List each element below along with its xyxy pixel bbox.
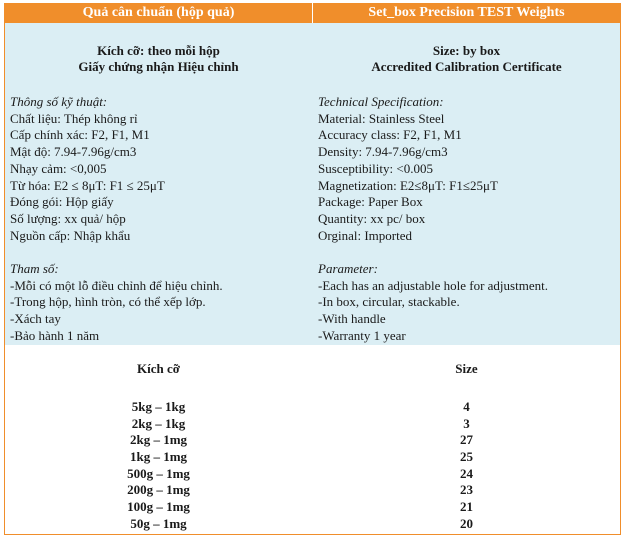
table-row xyxy=(5,399,620,416)
specification-panel xyxy=(5,23,620,345)
spec-line: Package: Paper Box xyxy=(318,194,423,210)
spec-heading: Technical Specification: xyxy=(318,94,444,109)
piece-count: 21 xyxy=(460,499,473,515)
spec-line: Orginal: Imported xyxy=(318,227,412,243)
piece-count: 4 xyxy=(463,399,470,414)
subtitle-line: Size: by box xyxy=(432,43,501,58)
weight-range: 500g – 1mg xyxy=(127,465,190,481)
weight-range: 1kg – 1mg xyxy=(129,449,188,465)
title-vietnamese: Quả cân chuẩn (hộp quả) xyxy=(82,5,235,20)
spec-line: Chất liệu: Thép không rỉ xyxy=(10,110,138,126)
param-line: -Mỗi có một lỗ điều chỉnh để hiệu chỉnh. xyxy=(10,277,223,293)
spec-line: Số lượng: xx quả/ hộp xyxy=(10,210,126,226)
title-english: Set_box Precision TEST Weights xyxy=(368,5,565,20)
spec-line: Susceptibility: <0.005 xyxy=(318,160,433,176)
subtitle-line: Kích cỡ: theo mỗi hộp xyxy=(97,43,220,58)
piece-count: 25 xyxy=(460,449,473,465)
piece-count: 24 xyxy=(460,465,473,481)
param-line: -In box, circular, stackable. xyxy=(318,294,460,310)
product-sheet xyxy=(4,3,621,535)
weight-range: 2kg – 1kg xyxy=(131,415,186,431)
param-line: -With handle xyxy=(318,311,386,327)
param-heading: Parameter: xyxy=(318,261,378,277)
table-row xyxy=(5,516,620,533)
spec-heading: Thông số kỹ thuật: xyxy=(10,94,108,109)
param-line: -Warranty 1 year xyxy=(318,327,406,343)
table-row xyxy=(5,466,620,483)
spacer xyxy=(10,244,223,261)
subtitle-line: Giấy chứng nhận Hiệu chỉnh xyxy=(78,59,239,74)
table-row xyxy=(5,482,620,499)
subtitle-vietnamese xyxy=(5,43,312,75)
spec-line: Cấp chính xác: F2, F1, M1 xyxy=(10,127,150,143)
header-bar xyxy=(5,3,620,23)
spec-column-english xyxy=(318,94,548,345)
param-line: -Each has an adjustable hole for adjustment. xyxy=(318,277,548,293)
size-table xyxy=(5,345,620,533)
weight-range: 5kg – 1kg xyxy=(131,399,186,414)
size-column-header-english: Size xyxy=(455,361,478,376)
spacer xyxy=(318,244,548,261)
table-row xyxy=(5,432,620,449)
weight-range: 200g – 1mg xyxy=(127,482,190,498)
piece-count: 20 xyxy=(460,515,473,531)
piece-count: 27 xyxy=(460,432,473,448)
subtitle-line: Accredited Calibration Certificate xyxy=(371,59,562,74)
weight-range: 2kg – 1mg xyxy=(129,432,188,448)
spec-line: Đóng gói: Hộp giấy xyxy=(10,194,114,210)
spec-line: Density: 7.94-7.96g/cm3 xyxy=(318,144,448,160)
spec-line: Material: Stainless Steel xyxy=(318,110,445,126)
size-column-header-vietnamese: Kích cỡ xyxy=(137,361,180,376)
spec-line: Từ hóa: E2 ≤ 8μT: F1 ≤ 25μT xyxy=(10,177,165,193)
table-row xyxy=(5,416,620,433)
table-row xyxy=(5,499,620,516)
piece-count: 3 xyxy=(463,415,470,431)
spec-line: Quantity: xx pc/ box xyxy=(318,210,426,226)
spec-column-vietnamese xyxy=(10,94,223,345)
spec-line: Nhạy cảm: <0,005 xyxy=(10,160,107,176)
spec-line: Magnetization: E2≤8μT: F1≤25μT xyxy=(318,177,498,193)
weight-range: 50g – 1mg xyxy=(130,515,187,531)
weight-range: 100g – 1mg xyxy=(127,499,190,515)
piece-count: 23 xyxy=(460,482,473,498)
size-rows xyxy=(5,399,620,533)
param-line: -Bảo hành 1 năm xyxy=(10,327,100,343)
param-line: -Trong hộp, hình tròn, có thể xếp lớp. xyxy=(10,294,206,310)
param-heading: Tham số: xyxy=(10,261,59,277)
spec-line: Nguồn cấp: Nhập khẩu xyxy=(10,227,131,243)
spec-line: Accuracy class: F2, F1, M1 xyxy=(318,127,462,143)
param-line: -Xách tay xyxy=(10,311,61,327)
table-row xyxy=(5,449,620,466)
subtitle-english xyxy=(313,43,620,75)
spec-line: Mật độ: 7.94-7.96g/cm3 xyxy=(10,144,137,160)
